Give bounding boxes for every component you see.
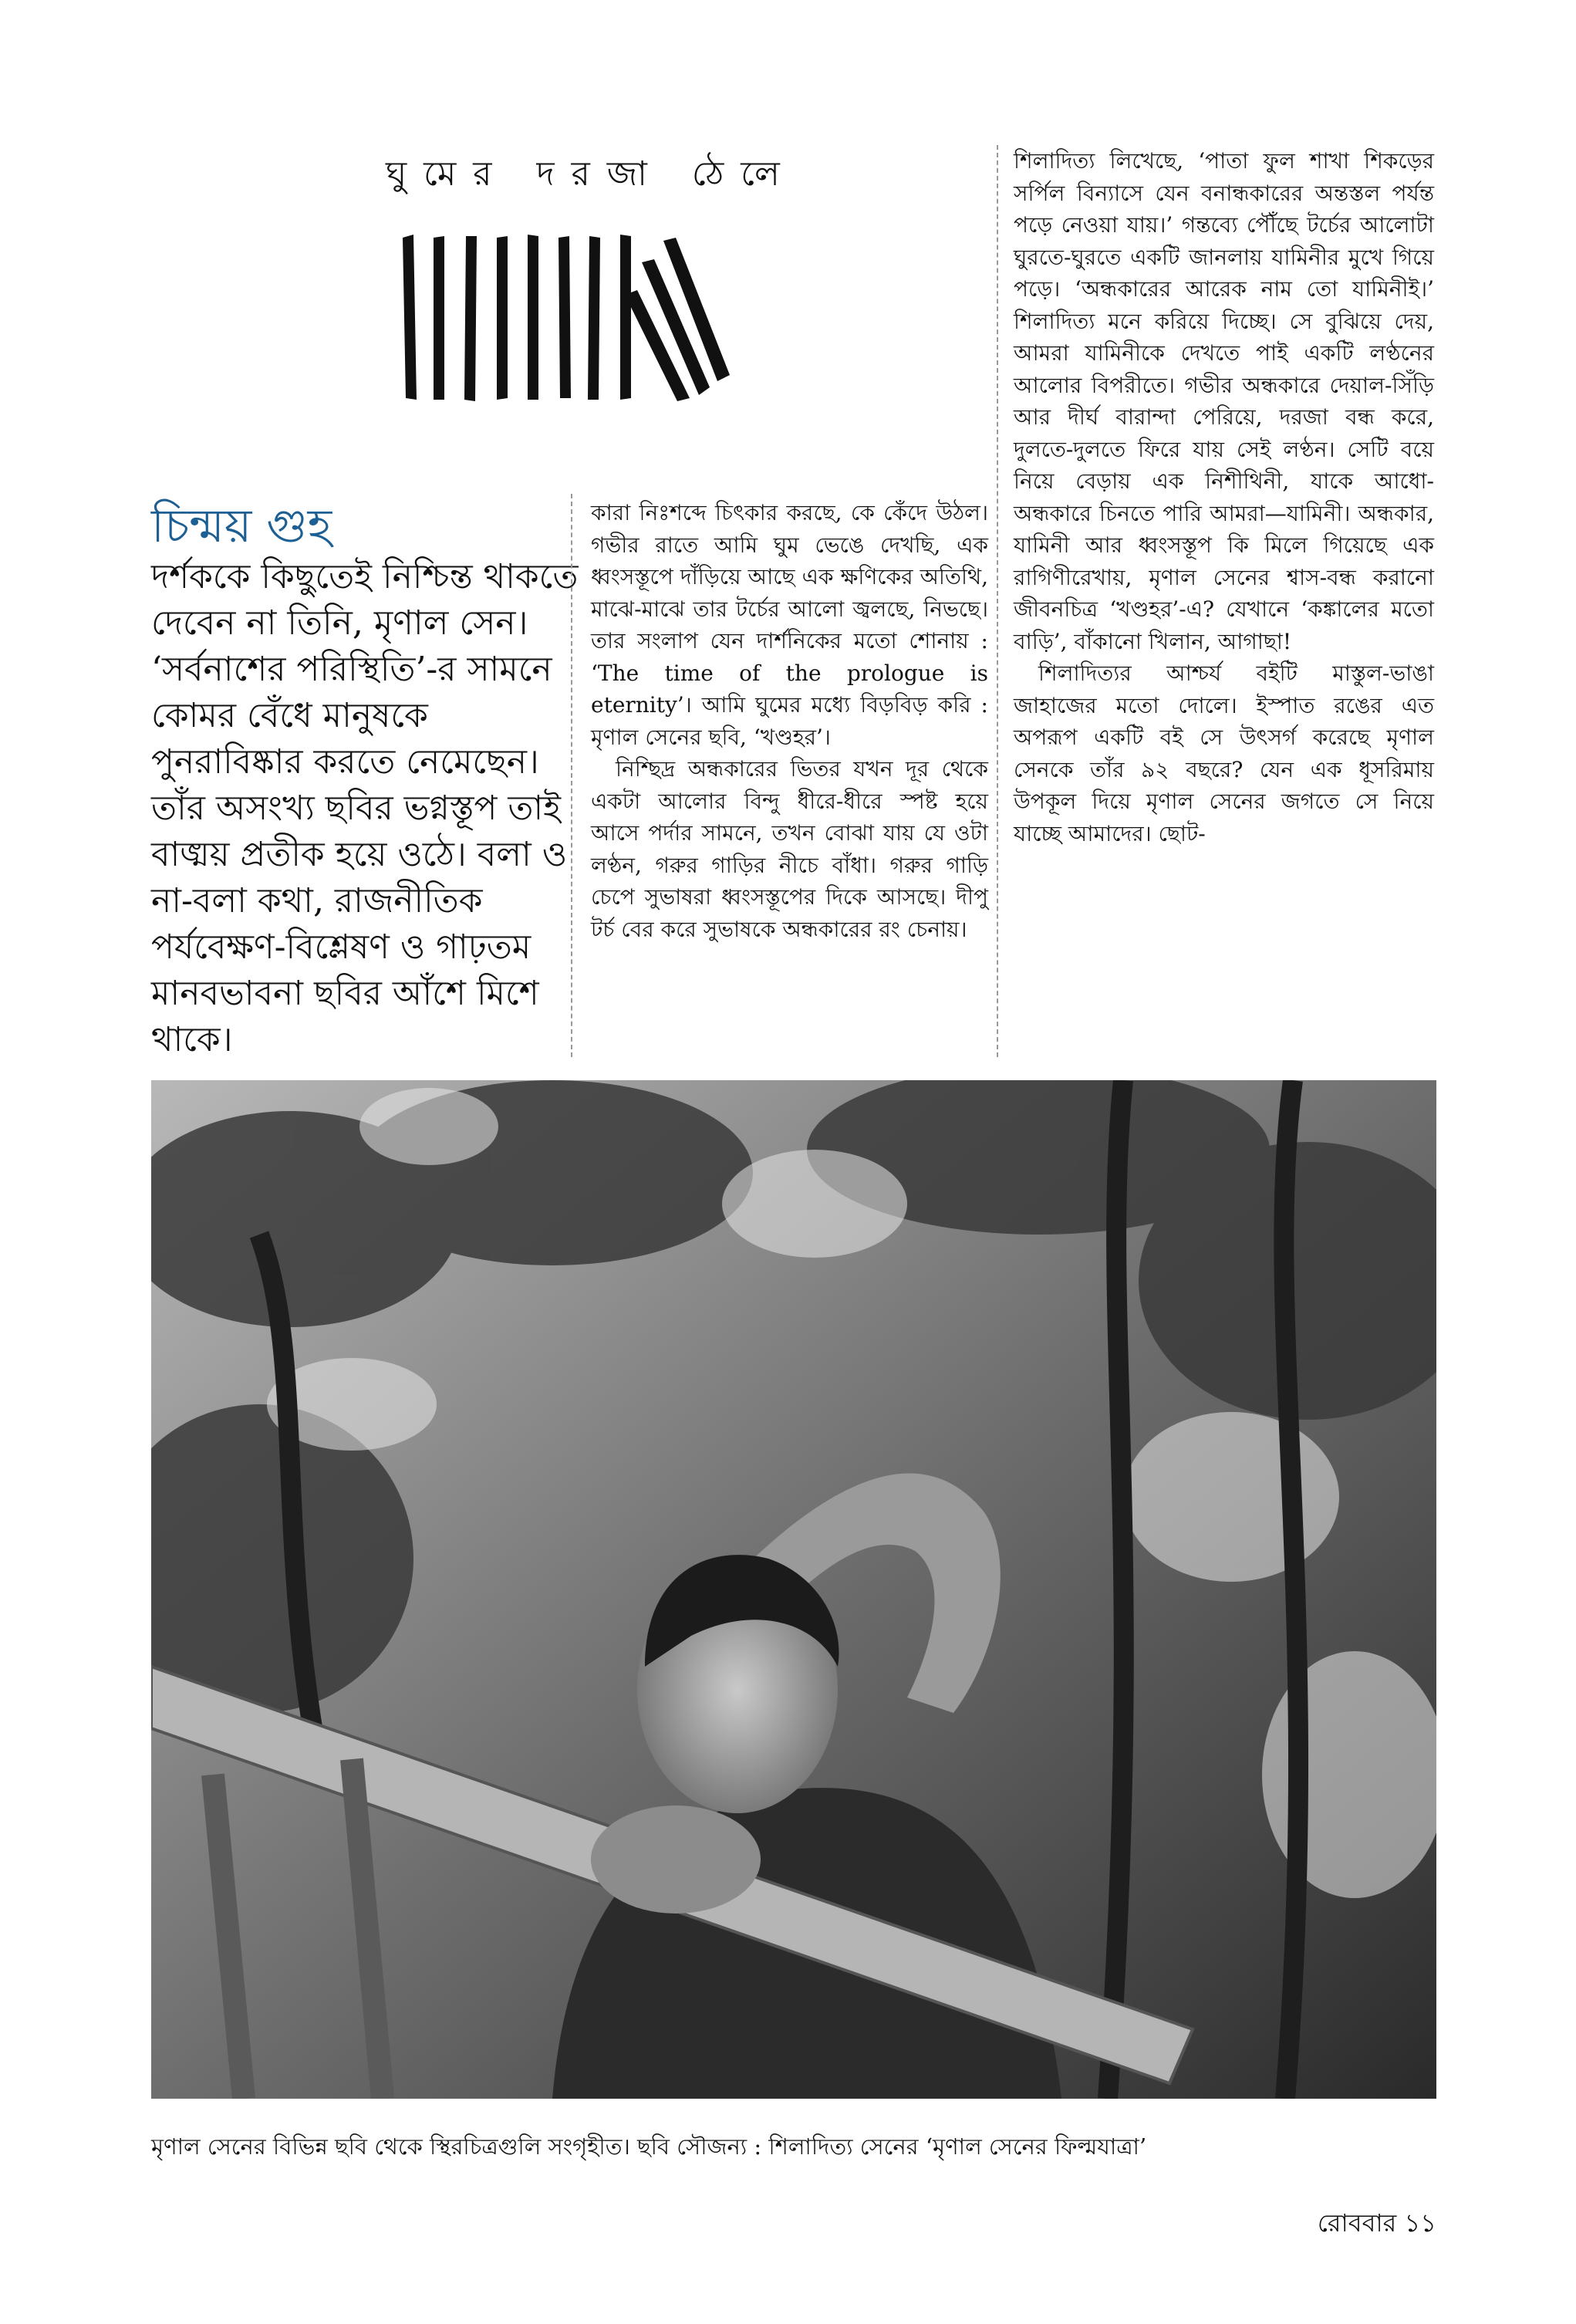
- column-divider: [571, 494, 572, 1057]
- author-name: চিন্ময় গুহ: [151, 499, 332, 553]
- photo-caption: মৃণাল সেনের বিভিন্ন ছবি থেকে স্থিরচিত্রগুলি সংগৃহীত। ছবি সৌজন্য : শিলাদিত্য সেনের ‘মৃণাল সেনের ফিল্মযাত্রা’: [151, 2133, 1147, 2160]
- film-still-photo: [151, 1080, 1436, 2099]
- lead-paragraph: দর্শককে কিছুতেই নিশ্চিন্ত থাকতে দেবেন না তিনি, মৃণাল সেন। ‘সর্বনাশের পরিস্থিতি’-র সামনে কোমর বেঁধে মানুষকে পুনরাবিষ্কার করতে নেমেছেন। তাঁর অসংখ্য ছবির ভগ্নস্তূপ তাই বাঙ্ময় প্রতীক হয়ে ওঠে। বলা ও না-বলা কথা, রাজনীতিক পর্যবেক্ষণ-বিশ্লেষণ ও গাঢ়তম মানবভাবনা ছবির আঁশে মিশে থাকে।: [151, 557, 579, 1059]
- section-kicker: ঘুমের দরজা ঠেলে: [386, 154, 797, 194]
- body-column-middle: [591, 497, 988, 945]
- body-paragraph: কারা নিঃশব্দে চিৎকার করছে, কে কেঁদে উঠল। গভীর রাতে আমি ঘুম ভেঙে দেখছি, এক ধ্বংসস্তূপে দাঁড়িয়ে আছে এক ক্ষণিকের অতিথি, মাঝে-মাঝে তার টর্চের আলো জ্বলছে, নিভছে। তার সংলাপ যেন দার্শনিকের মতো শোনায় : ‘The time of the prologue is eternity’। আমি ঘুমের মধ্যে বিড়বিড় করি : মৃণাল সেনের ছবি, ‘খণ্ডহর’।: [591, 500, 988, 750]
- column-divider: [997, 145, 998, 1057]
- title-logo: [393, 224, 733, 409]
- body-paragraph: নিশ্ছিদ্র অন্ধকারের ভিতর যখন দূর থেকে একটা আলোর বিন্দু ধীরে-ধীরে স্পষ্ট হয়ে আসে পর্দার সামনে, তখন বোঝা যায় যে ওটা লণ্ঠন, গরুর গাড়ির নীচে বাঁধা। গরুর গাড়ি চেপে সুভাষরা ধ্বংসস্তূপের দিকে আসছে। দীপু টর্চ বের করে সুভাষকে অন্ধকারের রং চেনায়।: [591, 756, 988, 942]
- body-column-right: [1014, 145, 1434, 850]
- body-paragraph: শিলাদিত্য লিখেছে, ‘পাতা ফুল শাখা শিকড়ের সর্পিল বিন্যাসে যেন বনান্ধকারের অন্তস্তল পর্যন্ত পড়ে নেওয়া যায়।’ গন্তব্যে পৌঁছে টর্চের আলোটা ঘুরতে-ঘুরতে একটি জানলায় যামিনীর মুখে গিয়ে পড়ে। ‘অন্ধকারের আরেক নাম তো যামিনীই।’ শিলাদিত্য মনে করিয়ে দিচ্ছে। সে বুঝিয়ে দেয়, আমরা যামিনীকে দেখতে পাই একটি লণ্ঠনের আলোর বিপরীতে। গভীর অন্ধকারে দেয়াল-সিঁড়ি আর দীর্ঘ বারান্দা পেরিয়ে, দরজা বন্ধ করে, দুলতে-দুলতে ফিরে যায় সেই লণ্ঠন। সেটি বয়ে নিয়ে বেড়ায় এক নিশীথিনী, যাকে আধো-অন্ধকারে চিনতে পারি আমরা—যামিনী। অন্ধকার, যামিনী আর ধ্বংসস্তূপ কি মিলে গিয়েছে এক রাগিণীরেখায়, মৃণাল সেনের শ্বাস-বন্ধ করানো জীবনচিত্র ‘খণ্ডহর’-এ? যেখানে ‘কঙ্কালের মতো বাড়ি’, বাঁকানো খিলান, আগাছা!: [1014, 148, 1434, 654]
- title-logo-graphic: [393, 224, 733, 409]
- page-folio: রোববার ১১: [1317, 2208, 1436, 2238]
- body-paragraph: শিলাদিত্যর আশ্চর্য বইটি মাস্তুল-ভাঙা জাহাজের মতো দোলে। ইস্পাত রঙের এত অপরূপ একটি বই সে উৎসর্গ করেছে মৃণাল সেনকে তাঁর ৯২ বছরে? যেন এক ধূসরিমায় উপকূল দিয়ে মৃণাল সেনের জগতে সে নিয়ে যাচ্ছে আমাদের। ছোট-: [1014, 660, 1434, 846]
